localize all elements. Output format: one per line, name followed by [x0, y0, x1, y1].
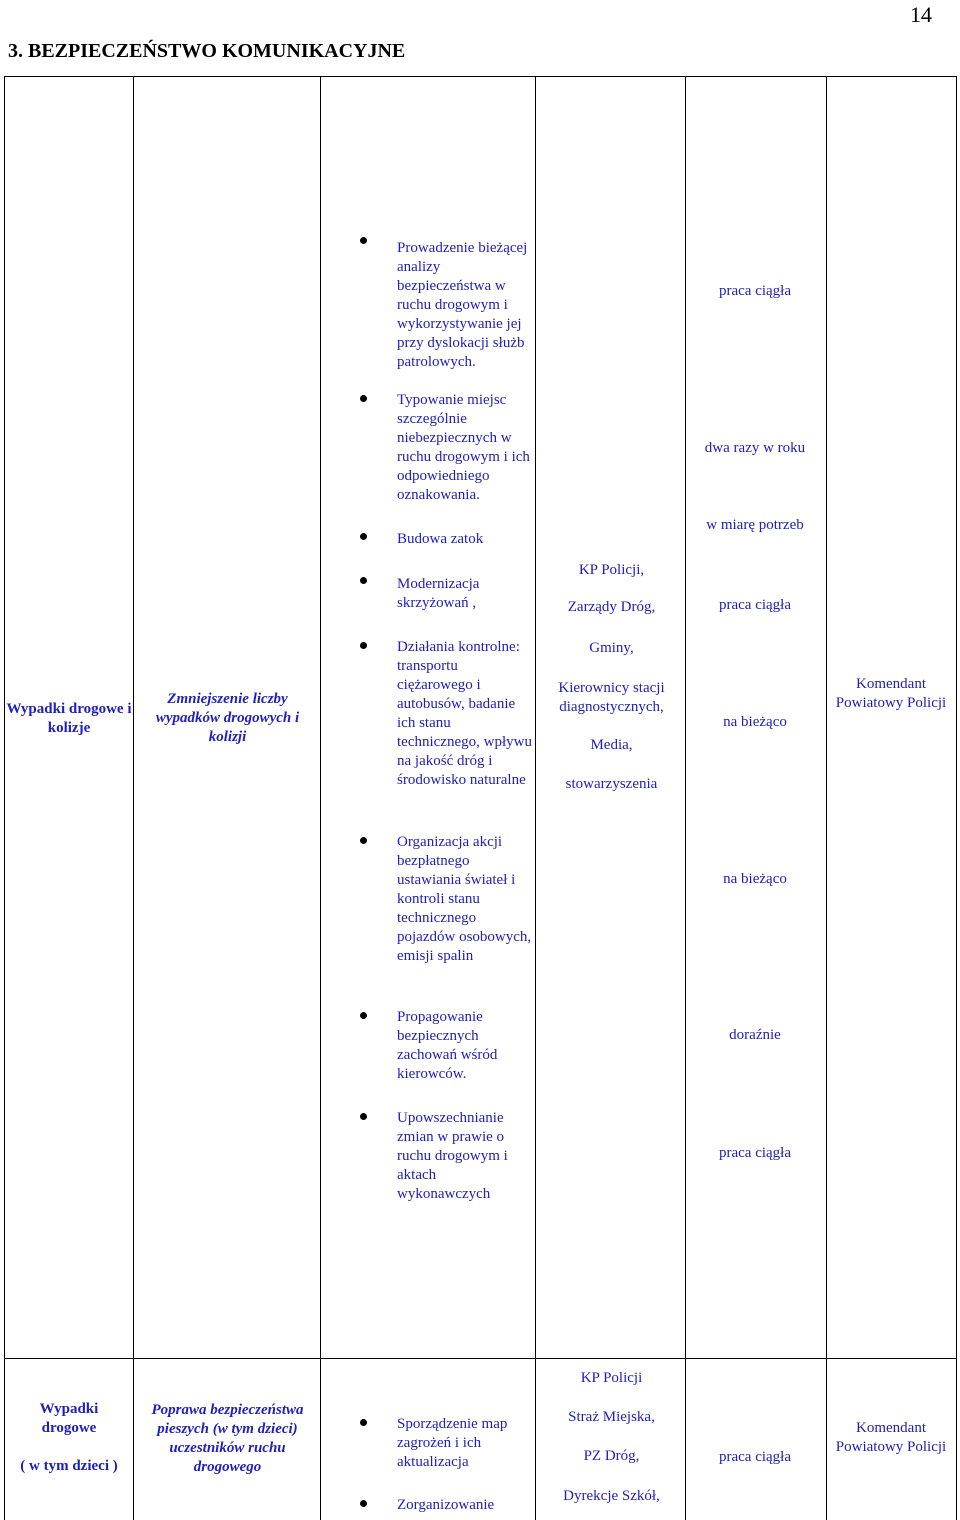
term-item: doraźnie [729, 1027, 781, 1043]
task-item: Organizacja akcji bezpłatnego ustawiania świateł i kontroli stanu technicznego pojazdów osobowych, emisji spalin [397, 834, 532, 964]
term-item: praca ciągła [718, 283, 792, 299]
area-cell [6, 1400, 132, 1476]
term-item: w miarę potrzeb [706, 517, 804, 533]
task-item: Budowa zatok [397, 531, 484, 547]
partner-item: Zarządy Dróg, [567, 599, 656, 615]
area-line: Wypadki [39, 1401, 99, 1417]
page-heading: 3. BEZPIECZEŃSTWO KOMUNIKACYJNE [8, 40, 406, 62]
partner-item: KP Policji, [578, 562, 645, 578]
bullet-icon [360, 1419, 367, 1426]
partner-item: KP Policji [580, 1370, 643, 1386]
bullet-icon [360, 642, 367, 649]
task-item: Działania kontrolne: transportu ciężarowego i autobusów, badanie ich stanu technicznego, wpływu na jakość dróg i środowisko naturalne [397, 639, 532, 788]
task-item: Propagowanie bezpiecznych zachowań wśród kierowców. [397, 1009, 498, 1082]
term-item: na bieżąco [723, 871, 787, 887]
bullet-icon [360, 237, 367, 244]
partner-item: Media, [590, 737, 633, 753]
bullet-icon [360, 395, 367, 402]
bullet-icon [360, 533, 367, 540]
bullet-icon [360, 837, 367, 844]
partner-item: Dyrekcje Szkół, [563, 1488, 660, 1504]
task-item: Upowszechnianie zmian w prawie o ruchu drogowym i aktach wykonawczych [397, 1110, 508, 1202]
goal-cell: Poprawa bezpieczeństwa pieszych (w tym dzieci) uczestników ruchu drogowego [151, 1402, 304, 1475]
coordinator-cell: Komendant Powiatowy Policji [835, 676, 947, 711]
bullet-icon [360, 1500, 367, 1507]
bullet-icon [360, 577, 367, 584]
task-item: Typowanie miejsc szczególnie niebezpiecznych w ruchu drogowym i ich odpowiedniego oznakowania. [397, 392, 530, 503]
coordinator-cell: Komendant Powiatowy Policji [835, 1420, 947, 1455]
partner-item: Straż Miejska, [568, 1409, 655, 1425]
partner-item: Kierownicy stacji diagnostycznych, [558, 680, 665, 715]
term-item: praca ciągła [718, 597, 792, 613]
partner-item: Gminy, [589, 640, 634, 656]
page-number: 14 [910, 2, 932, 27]
bullet-icon [360, 1113, 367, 1120]
partner-item: PZ Dróg, [583, 1448, 640, 1464]
partner-item: stowarzyszenia [565, 776, 658, 792]
goal-cell: Zmniejszenie liczby wypadków drogowych i kolizji [155, 691, 300, 745]
task-item: Zorganizowanie [397, 1497, 495, 1513]
term-item: na bieżąco [723, 714, 787, 730]
task-item: Sporządzenie map zagrożeń i ich aktualizacja [397, 1416, 508, 1470]
task-item: Prowadzenie bieżącej analizy bezpieczeństwa w ruchu drogowym i wykorzystywanie jej przy dyslokacji służb patrolowych. [397, 240, 528, 370]
area-line: drogowe [41, 1420, 97, 1436]
task-item: Modernizacja skrzyżowań , [397, 576, 480, 611]
area-cell: Wypadki drogowe i kolizje [6, 701, 132, 736]
term-item: praca ciągła [718, 1449, 792, 1465]
area-line: ( w tym dzieci ) [20, 1458, 118, 1474]
bullet-icon [360, 1012, 367, 1019]
term-item: praca ciągła [718, 1145, 792, 1161]
term-item: dwa razy w roku [704, 440, 806, 456]
